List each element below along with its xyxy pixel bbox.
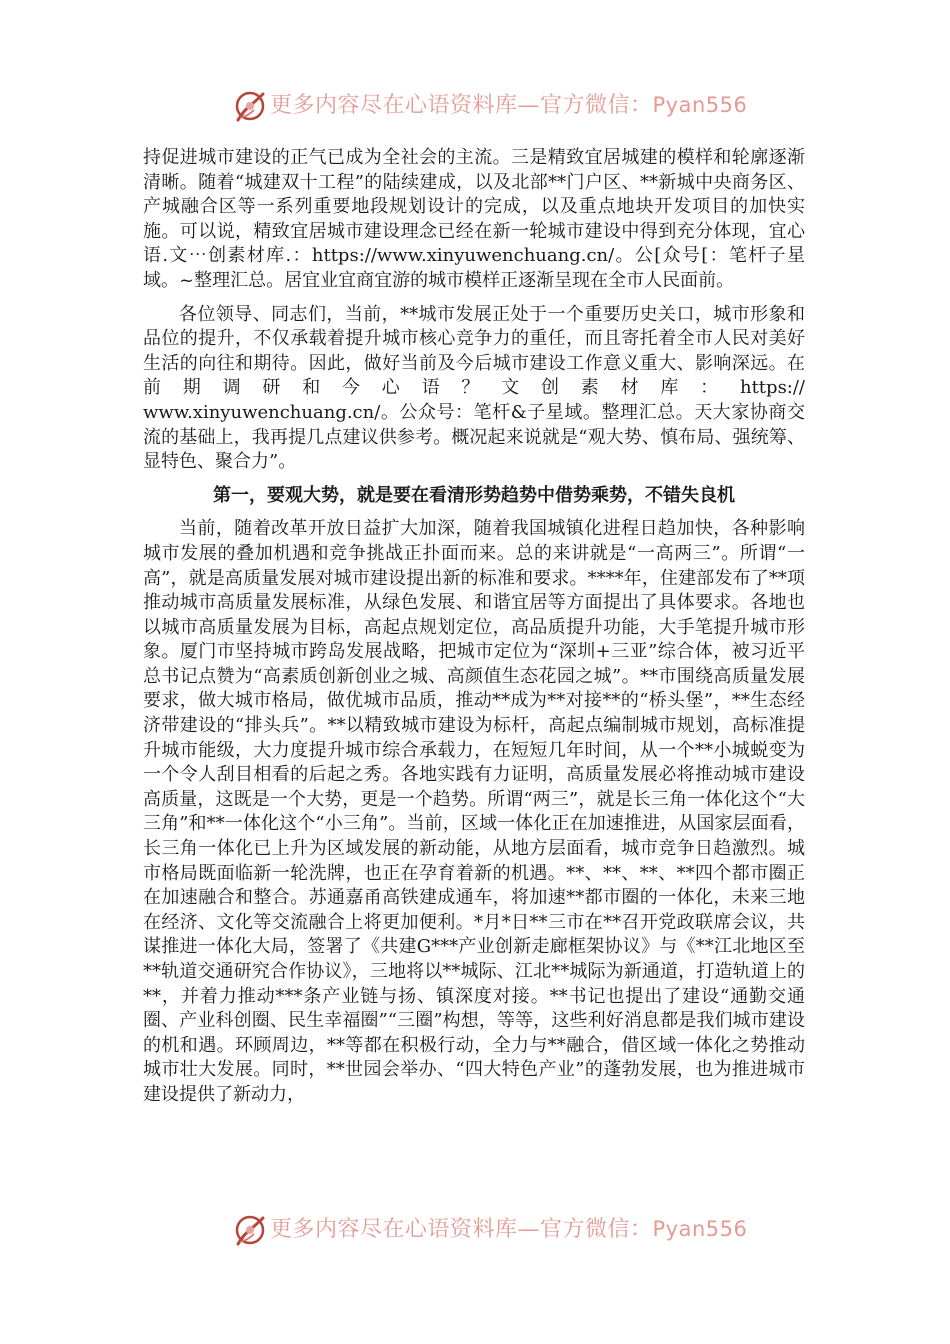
wechat-id: Pyan556 [652, 93, 748, 117]
header-banner [0, 84, 950, 128]
paragraph-1: 持促进城市建设的正气已成为全社会的主流。三是精致宜居城建的模样和轮廓逐渐清晰。随着“城建双十工程”的陆续建成，以及北部**门户区、**新城中央商务区、产城融合区等一系列重要地段规划设计的完成，以及重点地块开发项目的加快实施。可以说，精致宜居城市建设理念已经在新一轮城市建设中得到充分体现，宜心语.文⋯创素材库.：https://www.xinyuwenchuang.cn/。公[众号[：笔杆子星域。~整理汇总。居宜业宜商宜游的城市模样正逐渐呈现在全市人民面前。 [143, 147, 805, 291]
header-banner-text: 更多内容尽在心语资料库—官方微信：Pyan556 [270, 93, 748, 118]
wechat-id: Pyan556 [652, 1217, 748, 1241]
paragraph-3: 当前，随着改革开放日益扩大加深，随着我国城镇化进程日趋加快，各种影响城市发展的叠加机遇和竞争挑战正扑面而来。总的来讲就是“一高两三”。所谓“一高”，就是高质量发展对城市建设提出新的标准和要求。****年，住建部发布了**项推动城市高质量发展标准，从绿色发展、和谐宜居等方面提出了具体要求。各地也以城市高质量发展为目标，高起点规划定位，高品质提升功能，大手笔提升城市形象。厦门市坚持城市跨岛发展战略，把城市定位为“深圳+三亚”综合体，被习近平总书记点赞为“高素质创新创业之城、高颜值生态花园之城”。**市围绕高质量发展要求，做大城市格局，做优城市品质，推动**成为**对接**的“桥头堡”，**生态经济带建设的“排头兵”。**以精致城市建设为标杆，高起点编制城市规划，高标准提升城市能级，大力度提升城市综合承载力，在短短几年时间，从一个**小城蜕变为一个令人刮目相看的后起之秀。各地实践有力证明，高质量发展必将推动城市建设高质量，这既是一个大势，更是一个趋势。所谓“两三”，就是长三角一体化这个“大三角”和**一体化这个“小三角”。当前，区域一体化正在加速推进，从国家层面看，长三角一体化已上升为区域发展的新动能，从地方层面看，城市竞争日趋激烈。城市格局既面临新一轮洗牌，也正在孕育着新的机遇。**、**、**、**四个都市圈正在加速融合和整合。苏通嘉甬高铁建成通车，将加速**都市圈的一体化，未来三地在经济、文化等交流融合上将更加便利。*月*日**三市在**召开党政联席会议，共谋推进一体化大局，签署了《共建G***产业创新走廊框架协议》与《**江北地区至**轨道交通研究合作协议》，三地将以**城际、江北**城际为新通道，打造轨道上的**，并着力推动***条产业链与扬、镇深度对接。**书记也提出了建设“通勤交通圈、产业科创圈、民生幸福圈”“三圈”构想，等等，这些利好消息都是我们城市建设的机和遇。环顾周边，**等都在积极行动，全力与**融合，借区域一体化之势推动城市壮大发展。同时，**世园会举办、“四大特色产业”的蓬勃发展，也为推进城市建设提供了新动力， [143, 518, 805, 1105]
paragraph-2-part-a: 各位领导、同志们，当前，**城市发展正处于一个重要历史关口，城市形象和品位的提升，不仅承载着提升城市核心竞争力的重任，而且寄托着全市人民对美好生活的向往和期待。因此，做好当前及今后城市建设工作意义重大、影响深远。在前期调研和今心语？文创素材库：https:// [143, 303, 805, 399]
section-heading-1: 第一，要观大势，就是要在看清形势趋势中借势乘势，不错失良机 [213, 484, 735, 506]
paragraph-2-part-b: www.xinyuwenchuang.cn/。公众号：笔杆&子星域。整理汇总。天大家协商交流的基础上，我再提几点建议供参考。概况起来说就是“观大势、慎布局、强统筹、显特色、聚合力”。 [143, 401, 805, 473]
brush-logo-icon [230, 1210, 270, 1250]
document-body [143, 146, 805, 1108]
footer-banner [0, 1208, 950, 1252]
footer-banner-text: 更多内容尽在心语资料库—官方微信：Pyan556 [270, 1217, 748, 1242]
brush-logo-icon [230, 86, 270, 126]
